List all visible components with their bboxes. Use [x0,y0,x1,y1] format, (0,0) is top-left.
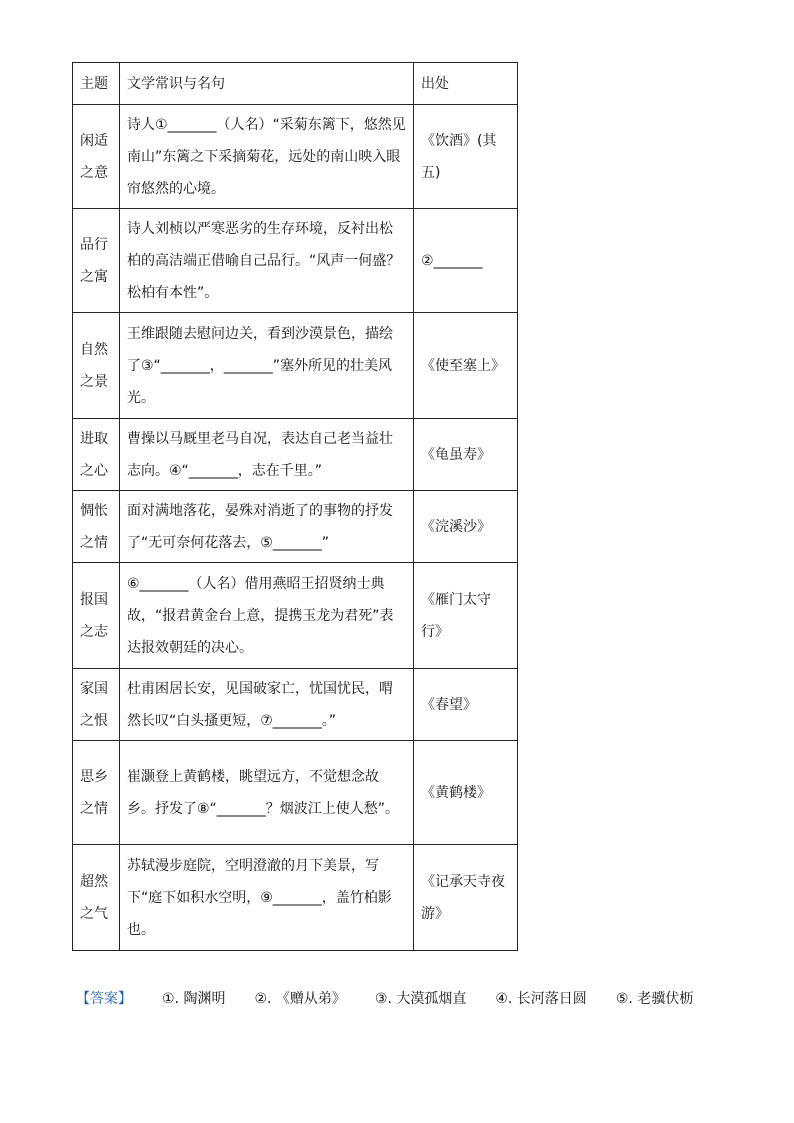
answer-label: 【答案】 [76,991,132,1007]
row-source: 《浣溪沙》 [414,491,518,563]
row-source: ②_______ [414,209,518,313]
row-content: 面对满地落花，晏殊对消逝了的事物的抒发了“无可奈何花落去，⑤_______” [120,491,414,563]
header-source: 出处 [414,63,518,105]
row-source: 《黄鹤楼》 [414,741,518,845]
row-theme: 报国之志 [73,563,120,669]
row-content: 曹操以马厩里老马自况，表达自己老当益壮志向。④“_______，志在千里。” [120,419,414,491]
row-content: 诗人①_______（人名）“采菊东篱下，悠然见南山”东篱之下采摘菊花，远处的南山映入眼帘悠然的心境。 [120,105,414,209]
row-theme: 超然之气 [73,845,120,951]
row-source: 《春望》 [414,669,518,741]
table-row [73,105,518,209]
answer-item-4: ④. 长河落日圆 [495,991,587,1007]
row-content: 诗人刘桢以严寒恶劣的生存环境，反衬出松柏的高洁端正借喻自己品行。“风声一何盛？松柏有本性”。 [120,209,414,313]
header-content: 文学常识与名句 [120,63,414,105]
table-row [73,491,518,563]
row-source: 《使至塞上》 [414,313,518,419]
row-content: ⑥_______（人名）借用燕昭王招贤纳士典故，“报君黄金台上意，提携玉龙为君死”表达报效朝廷的决心。 [120,563,414,669]
table-row [73,741,518,845]
table-row [73,209,518,313]
row-source: 《饮酒》(其五) [414,105,518,209]
answer-item-1: ①. 陶渊明 [162,991,226,1007]
row-source: 《龟虽寿》 [414,419,518,491]
answer-line [76,988,722,1010]
row-source: 《雁门太守行》 [414,563,518,669]
answer-item-5: ⑤. 老骥伏枥 [615,991,694,1007]
header-theme: 主题 [73,63,120,105]
table-row [73,563,518,669]
row-theme: 闲适之意 [73,105,120,209]
answer-item-2: ②. 《赠从弟》 [254,991,346,1007]
row-content: 王维跟随去慰问边关，看到沙漠景色，描绘了③“_______，_______”塞外所见的壮美风光。 [120,313,414,419]
row-theme: 进取之心 [73,419,120,491]
row-content: 杜甫困居长安，见国破家亡，忧国忧民，喟然长叹“白头搔更短，⑦_______。” [120,669,414,741]
row-content: 崔灏登上黄鹤楼，眺望远方，不觉想念故乡。抒发了⑧“_______？烟波江上使人愁”。 [120,741,414,845]
row-source: 《记承天寺夜游》 [414,845,518,951]
table-row [73,419,518,491]
table-row [73,845,518,951]
literature-table [72,62,518,951]
table-header-row [73,63,518,105]
row-theme: 家国之恨 [73,669,120,741]
table-row [73,313,518,419]
row-theme: 惆怅之情 [73,491,120,563]
row-theme: 品行之寓 [73,209,120,313]
row-theme: 思乡之情 [73,741,120,845]
table-row [73,669,518,741]
row-theme: 自然之景 [73,313,120,419]
answer-item-3: ③. 大漠孤烟直 [374,991,467,1007]
row-content: 苏轼漫步庭院，空明澄澈的月下美景，写下“庭下如积水空明，⑨_______，盖竹柏影也。 [120,845,414,951]
